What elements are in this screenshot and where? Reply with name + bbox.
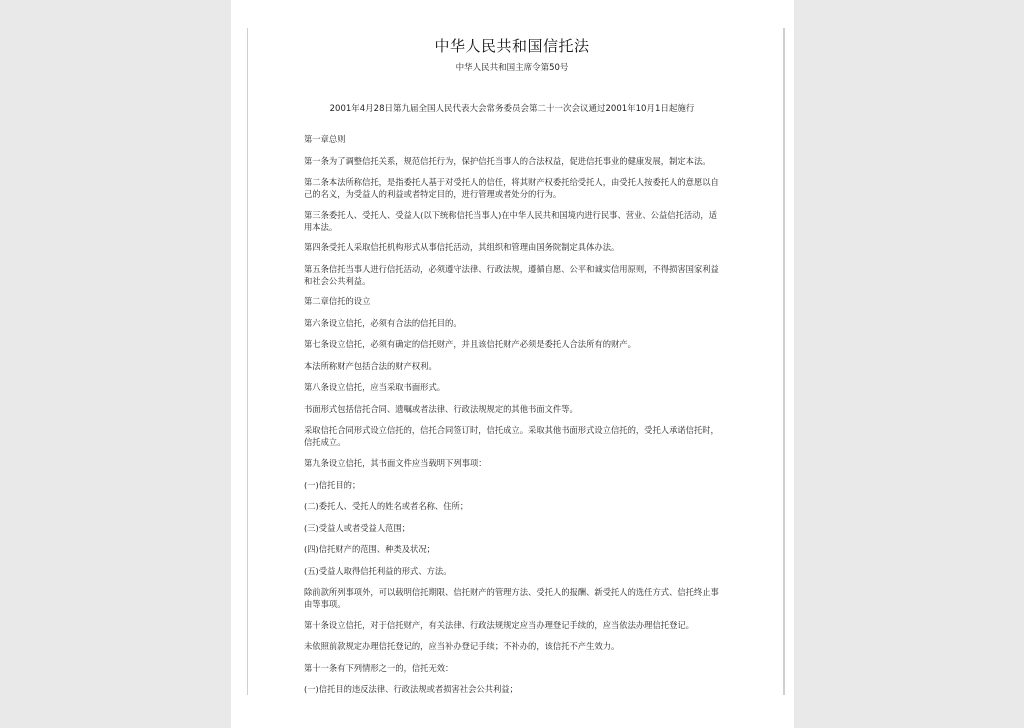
paragraph: 第四条受托人采取信托机构形式从事信托活动，其组织和管理由国务院制定具体办法。	[304, 242, 620, 252]
page-border-left	[247, 28, 248, 695]
paragraph: 第六条设立信托，必须有合法的信托目的。	[304, 318, 462, 328]
paragraph: 除前款所列事项外，可以载明信托期限、信托财产的管理方法、受托人的报酬、新受托人的选任方式、信托终止事 由等事项。	[304, 587, 719, 609]
chapter-heading: 第二章信托的设立	[304, 296, 371, 306]
document-title: 中华人民共和国信托法	[434, 37, 590, 55]
paragraph: 第八条设立信托，应当采取书面形式。	[304, 382, 446, 392]
paragraph: 第十一条有下列情形之一的，信托无效：	[304, 663, 454, 673]
paragraph: 第十条设立信托，对于信托财产，有关法律、行政法规规定应当办理登记手续的，应当依法办理信托登记。	[304, 620, 694, 630]
paragraph: 本法所称财产包括合法的财产权利。	[304, 361, 437, 371]
chapter-heading: 第一章总则	[304, 134, 346, 144]
list-item: (一)信托目的违反法律、行政法规或者损害社会公共利益；	[304, 684, 518, 694]
paragraph: 第一条为了调整信托关系，规范信托行为，保护信托当事人的合法权益，促进信托事业的健康发展，制定本法。	[304, 156, 711, 166]
paragraph: 第五条信托当事人进行信托活动，必须遵守法律、行政法规，遵循自愿、公平和诚实信用原则，不得损害国家利益 和社会公共利益。	[304, 264, 719, 286]
list-item: (三)受益人或者受益人范围；	[304, 523, 411, 533]
document-adoption-note: 2001年4月28日第九届全国人民代表大会常务委员会第二十一次会议通过2001年10月1日起施行	[329, 104, 695, 114]
paragraph: 第九条设立信托，其书面文件应当载明下列事项：	[304, 458, 487, 468]
paragraph: 第二条本法所称信托，是指委托人基于对受托人的信任，将其财产权委托给受托人，由受托人按委托人的意愿以自 己的名义，为受益人的利益或者特定目的，进行管理或者处分的行为。	[304, 177, 719, 199]
list-item: (二)委托人、受托人的姓名或者名称、住所；	[304, 501, 469, 511]
paragraph: 采取信托合同形式设立信托的，信托合同签订时，信托成立。采取其他书面形式设立信托的，受托人承诺信托时， 信托成立。	[304, 425, 719, 447]
list-item: (四)信托财产的范围、种类及状况；	[304, 544, 435, 554]
list-item: (五)受益人取得信托利益的形式、方法。	[304, 566, 452, 576]
paragraph: 第七条设立信托，必须有确定的信托财产，并且该信托财产必须是委托人合法所有的财产。	[304, 339, 636, 349]
list-item: (一)信托目的；	[304, 480, 361, 490]
paragraph: 第三条委托人、受托人、受益人(以下统称信托当事人)在中华人民共和国境内进行民事、营业、公益信托活动，适 用本法。	[304, 210, 718, 232]
page-border-right	[783, 28, 785, 695]
document-subtitle: 中华人民共和国主席令第50号	[455, 63, 569, 73]
paragraph: 书面形式包括信托合同、遗嘱或者法律、行政法规规定的其他书面文件等。	[304, 404, 578, 414]
paragraph: 未依照前款规定办理信托登记的，应当补办登记手续；不补办的，该信托不产生效力。	[304, 641, 620, 651]
